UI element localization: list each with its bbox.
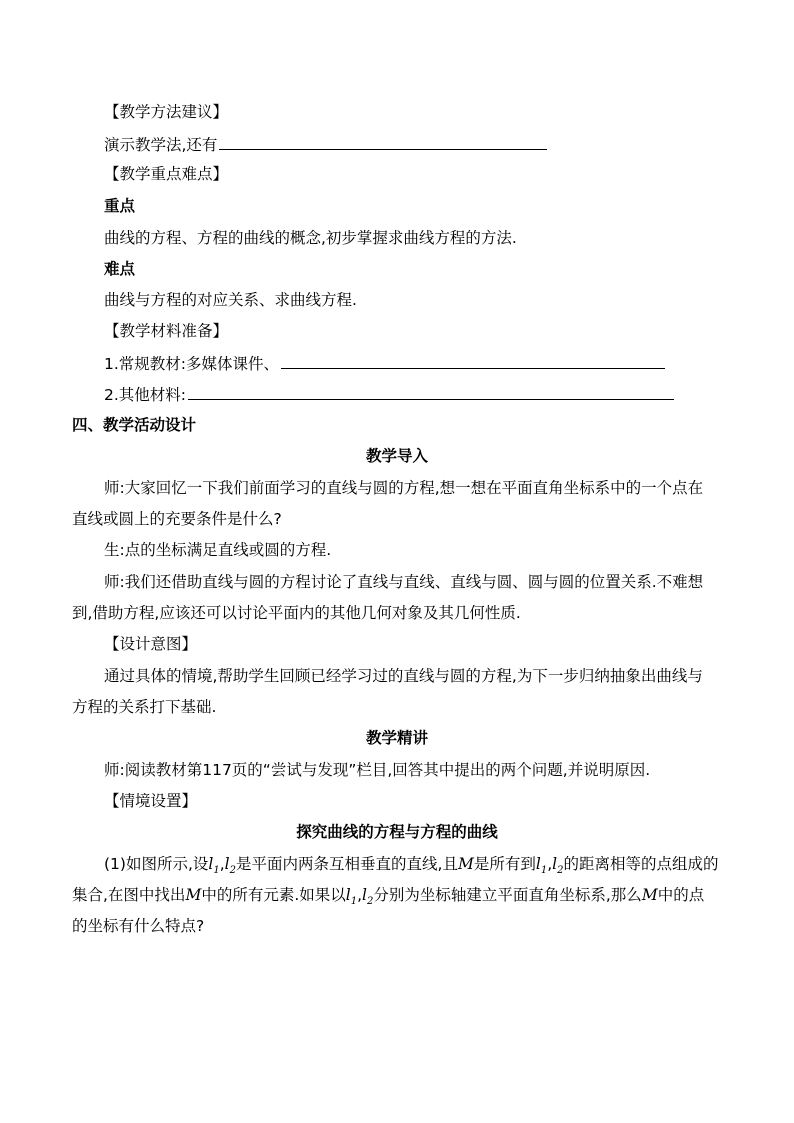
- material-1-blank[interactable]: [281, 353, 665, 369]
- lecture-title: 教学精讲: [365, 729, 428, 747]
- question-1-line-3: 的坐标有什么特点?: [72, 917, 205, 935]
- q1-part-4: 的距离相等的点组成的: [563, 855, 719, 873]
- q1-part-1: (1)如图所示,设: [104, 855, 209, 873]
- hard-text: 曲线与方程的对应关系、求曲线方程.: [104, 291, 357, 309]
- teacher-2-line-b: 到,借助方程,应该还可以讨论平面内的其他几何对象及其几何性质.: [72, 604, 521, 622]
- q1-l2-part-2: 中的所有元素.如果以: [201, 886, 346, 904]
- material-line-2: [104, 384, 674, 405]
- q1-part-2: 是平面内两条互相垂直的直线,且: [236, 855, 458, 873]
- situation-heading: 【情境设置】: [104, 792, 198, 810]
- method-heading: 【教学方法建议】: [104, 103, 229, 121]
- math-l1: $l_1$: [208, 855, 220, 877]
- hard-label: 难点: [104, 260, 136, 278]
- math-l2: $l_2$: [224, 855, 237, 877]
- design-line-a: 通过具体的情境,帮助学生回顾已经学习过的直线与圆的方程,为下一步归纳抽象出曲线与: [104, 667, 703, 685]
- key-label: 重点: [104, 197, 136, 215]
- material-2-text: 2.其他材料:: [104, 386, 187, 404]
- teacher-1-line-a: 师:大家回忆一下我们前面学习的直线与圆的方程,想一想在平面直角坐标系中的一个点在: [104, 479, 704, 497]
- q1-l2-part-3: 分别为坐标轴建立平面直角坐标系,那么: [373, 886, 642, 904]
- math-l2: $l_2$: [362, 886, 374, 908]
- teacher-2-line-a: 师:我们还借助直线与圆的方程讨论了直线与直线、直线与圆、圆与圆的位置关系.不难想: [104, 573, 704, 591]
- intro-title: 教学导入: [365, 447, 428, 465]
- explore-title: 探究曲线的方程与方程的曲线: [296, 823, 498, 841]
- student-1: 生:点的坐标满足直线或圆的方程.: [104, 541, 332, 559]
- method-line: [104, 134, 547, 155]
- math-M: M: [641, 886, 658, 904]
- math-l1: $l_1$: [345, 886, 358, 908]
- material-line-1: [104, 353, 665, 374]
- teacher-3: 师:阅读教材第117页的“尝试与发现”栏目,回答其中提出的两个问题,并说明原因.: [104, 761, 651, 779]
- teacher-1-line-b: 直线或圆上的充要条件是什么?: [72, 510, 282, 528]
- question-1-line-1: (1)如图所示,设$l_1,l_2$是平面内两条互相垂直的直线,且M是所有到$l_1,l_2$的距离相等的点组成的: [104, 855, 719, 877]
- q1-l2-part-4: 中的点: [657, 886, 705, 904]
- material-2-blank[interactable]: [188, 384, 674, 400]
- method-blank[interactable]: [219, 134, 547, 150]
- design-heading: 【设计意图】: [104, 635, 198, 653]
- design-line-b: 方程的关系打下基础.: [72, 698, 217, 716]
- q1-part-3: 是所有到: [473, 855, 536, 873]
- method-text: 演示教学法,还有: [104, 136, 218, 154]
- section-heading: 四、教学活动设计: [72, 416, 197, 434]
- math-M: M: [185, 886, 202, 904]
- material-heading: 【教学材料准备】: [104, 322, 229, 340]
- key-text: 曲线的方程、方程的曲线的概念,初步掌握求曲线方程的方法.: [104, 229, 517, 247]
- math-l1: $l_1$: [535, 855, 548, 877]
- math-M: M: [457, 855, 474, 873]
- math-l2: $l_2$: [552, 855, 564, 877]
- material-1-text: 1.常规教材:多媒体课件、: [104, 355, 280, 373]
- q1-l2-part-1: 集合,在图中找出: [72, 886, 186, 904]
- key-heading: 【教学重点难点】: [104, 165, 229, 183]
- question-1-line-2: 集合,在图中找出M中的所有元素.如果以$l_1,l_2$分别为坐标轴建立平面直角坐标系,那么M中的点: [72, 886, 705, 908]
